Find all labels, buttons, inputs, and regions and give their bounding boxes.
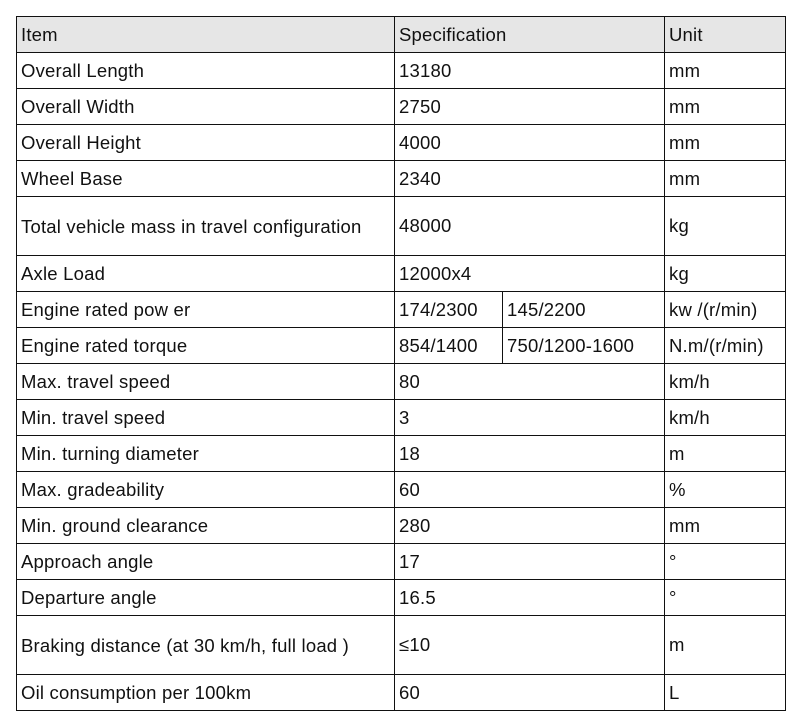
table-row (17, 292, 786, 328)
header-row (17, 17, 786, 53)
table-row (17, 580, 786, 616)
item-cell: Braking distance (at 30 km/h, full load ) (17, 616, 395, 675)
unit-cell: mm (665, 508, 786, 544)
unit-cell: km/h (665, 400, 786, 436)
unit-cell: mm (665, 53, 786, 89)
unit-cell: ° (665, 544, 786, 580)
spec-cell: 12000x4 (395, 256, 665, 292)
unit-cell: km/h (665, 364, 786, 400)
unit-cell: mm (665, 161, 786, 197)
table-row (17, 616, 786, 675)
item-cell: Total vehicle mass in travel configuration (17, 197, 395, 256)
unit-cell: m (665, 436, 786, 472)
unit-cell: kw /(r/min) (665, 292, 786, 328)
item-cell: Min. turning diameter (17, 436, 395, 472)
item-cell: Approach angle (17, 544, 395, 580)
table-row (17, 508, 786, 544)
table-row (17, 125, 786, 161)
spec-cell: 80 (395, 364, 665, 400)
spec-cell: 48000 (395, 197, 665, 256)
spec-cell: 60 (395, 472, 665, 508)
table-row (17, 544, 786, 580)
unit-cell: N.m/(r/min) (665, 328, 786, 364)
item-cell: Max. travel speed (17, 364, 395, 400)
spec-cell: 280 (395, 508, 665, 544)
header-specification: Specification (395, 17, 665, 53)
unit-cell: m (665, 616, 786, 675)
specification-table (16, 16, 786, 711)
table-row (17, 472, 786, 508)
item-cell: Oil consumption per 100km (17, 675, 395, 711)
item-cell: Axle Load (17, 256, 395, 292)
spec-cell-b: 145/2200 (503, 292, 665, 328)
table-row (17, 436, 786, 472)
spec-cell-a: 174/2300 (395, 292, 503, 328)
header-unit: Unit (665, 17, 786, 53)
table-row (17, 328, 786, 364)
unit-cell: ° (665, 580, 786, 616)
item-cell: Wheel Base (17, 161, 395, 197)
table-row (17, 364, 786, 400)
spec-cell: 18 (395, 436, 665, 472)
item-cell: Engine rated torque (17, 328, 395, 364)
item-cell: Overall Height (17, 125, 395, 161)
item-cell: Overall Length (17, 53, 395, 89)
unit-cell: L (665, 675, 786, 711)
unit-cell: mm (665, 125, 786, 161)
item-cell: Overall Width (17, 89, 395, 125)
table-row (17, 400, 786, 436)
spec-cell: 17 (395, 544, 665, 580)
spec-cell: 2340 (395, 161, 665, 197)
item-cell: Departure angle (17, 580, 395, 616)
spec-cell: 60 (395, 675, 665, 711)
spec-cell: 2750 (395, 89, 665, 125)
item-cell: Engine rated pow er (17, 292, 395, 328)
table-row (17, 675, 786, 711)
spec-cell: ≤10 (395, 616, 665, 675)
table-row (17, 89, 786, 125)
unit-cell: kg (665, 256, 786, 292)
item-cell: Max. gradeability (17, 472, 395, 508)
spec-cell: 4000 (395, 125, 665, 161)
item-cell: Min. travel speed (17, 400, 395, 436)
table-row (17, 256, 786, 292)
table-row (17, 53, 786, 89)
table-row (17, 161, 786, 197)
table-row (17, 197, 786, 256)
spec-cell: 16.5 (395, 580, 665, 616)
spec-cell-b: 750/1200-1600 (503, 328, 665, 364)
spec-cell: 3 (395, 400, 665, 436)
unit-cell: % (665, 472, 786, 508)
item-cell: Min. ground clearance (17, 508, 395, 544)
unit-cell: kg (665, 197, 786, 256)
spec-cell-a: 854/1400 (395, 328, 503, 364)
header-item: Item (17, 17, 395, 53)
unit-cell: mm (665, 89, 786, 125)
spec-cell: 13180 (395, 53, 665, 89)
